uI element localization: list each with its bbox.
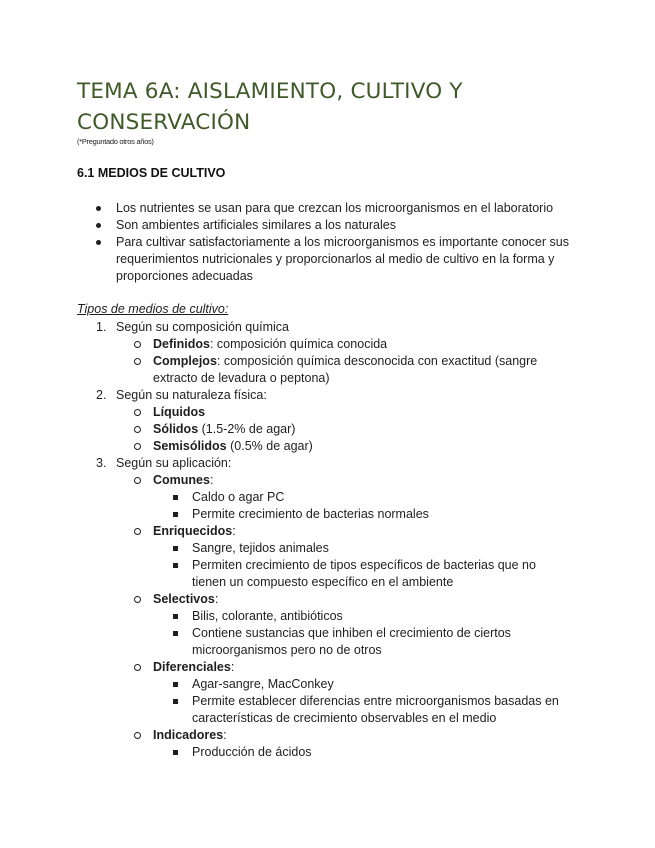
sub-item: [134, 438, 553, 455]
item-number: 1.: [96, 320, 107, 334]
detail-item: [172, 693, 572, 727]
detail-item: [172, 557, 572, 591]
detail-item: [172, 540, 572, 557]
term-description: (1.5-2% de agar): [198, 422, 296, 436]
sub-item: [134, 472, 553, 489]
sub-item: [134, 523, 553, 540]
square-bullet-icon: [173, 682, 178, 687]
list-item: [96, 200, 576, 217]
term: Comunes: [153, 473, 210, 487]
square-bullet-icon: [173, 750, 178, 755]
sub-item: [134, 421, 553, 438]
term: Selectivos: [153, 592, 215, 606]
circle-bullet-icon: [134, 664, 141, 671]
circle-bullet-icon: [134, 477, 141, 484]
term-description: :: [232, 524, 236, 538]
term-description: :: [223, 728, 227, 742]
numbered-item: [96, 387, 576, 404]
numbered-item: [96, 455, 576, 472]
term: Sólidos: [153, 422, 199, 436]
item-label: Según su composición química: [116, 320, 290, 334]
circle-bullet-icon: [134, 732, 141, 739]
bullet-text: Son ambientes artificiales similares a los naturales: [116, 218, 396, 232]
item-number: 2.: [96, 388, 107, 402]
term-description: : composición química conocida: [209, 337, 388, 351]
list-item: [96, 217, 576, 234]
detail-item: [172, 625, 572, 659]
numbered-item: [96, 319, 576, 336]
circle-bullet-icon: [134, 443, 141, 450]
detail-item: [172, 608, 572, 625]
term-description: (0.5% de agar): [226, 439, 313, 453]
types-heading: Tipos de medios de cultivo:: [77, 302, 229, 316]
bullet-icon: [96, 223, 101, 228]
detail-text: Producción de ácidos: [192, 745, 312, 759]
term: Enriquecidos: [153, 524, 233, 538]
detail-text: Permite establecer diferencias entre microorganismos basadas en características de crecimiento observables en el medio: [192, 694, 559, 725]
term: Diferenciales: [153, 660, 231, 674]
detail-text: Contiene sustancias que inhiben el crecimiento de ciertos microorganismos pero no de otros: [192, 626, 511, 657]
term-description: : composición química desconocida con exactitud (sangre extracto de levadura o peptona): [153, 354, 538, 385]
circle-bullet-icon: [134, 528, 141, 535]
detail-item: [172, 676, 572, 693]
term-description: :: [209, 473, 214, 487]
list-item: [96, 234, 576, 285]
detail-text: Caldo o agar PC: [192, 490, 285, 504]
sub-item: [134, 353, 553, 387]
intro-bullet-list: [96, 200, 576, 285]
detail-text: Sangre, tejidos animales: [192, 541, 329, 555]
detail-text: Bilis, colorante, antibióticos: [192, 609, 343, 623]
circle-bullet-icon: [134, 409, 141, 416]
bullet-icon: [96, 206, 101, 211]
detail-text: Agar-sangre, MacConkey: [192, 677, 334, 691]
bullet-icon: [96, 240, 101, 245]
item-label: Según su naturaleza física:: [116, 388, 267, 402]
bullet-text: Los nutrientes se usan para que crezcan los microorganismos en el laboratorio: [116, 201, 554, 215]
circle-bullet-icon: [134, 341, 141, 348]
square-bullet-icon: [173, 495, 178, 500]
term: Indicadores: [153, 728, 224, 742]
media-types-list: [96, 319, 576, 761]
detail-item: [172, 489, 572, 506]
term-description: :: [214, 592, 219, 606]
circle-bullet-icon: [134, 426, 141, 433]
section-heading: 6.1 MEDIOS DE CULTIVO: [77, 166, 226, 180]
term: Semisólidos: [153, 439, 227, 453]
sub-item: [134, 404, 553, 421]
square-bullet-icon: [173, 563, 178, 568]
term-description: :: [230, 660, 235, 674]
circle-bullet-icon: [134, 358, 141, 365]
circle-bullet-icon: [134, 596, 141, 603]
square-bullet-icon: [173, 614, 178, 619]
document-title: TEMA 6A: AISLAMIENTO, CULTIVO Y CONSERVACIÓN: [77, 79, 463, 135]
term: Complejos: [153, 354, 217, 368]
subnote: (*Preguntado otros años): [77, 137, 154, 146]
square-bullet-icon: [173, 512, 178, 517]
item-label: Según su aplicación:: [116, 456, 232, 470]
term: Definidos: [153, 337, 210, 351]
bullet-text: Para cultivar satisfactoriamente a los microorganismos es importante conocer sus requerimientos nutricionales y proporcionarlos al medio de cultivo en la forma y proporciones adecuadas: [116, 235, 569, 283]
item-number: 3.: [96, 456, 107, 470]
sub-item: [134, 659, 553, 676]
detail-text: Permite crecimiento de bacterias normales: [192, 507, 429, 521]
detail-item: [172, 506, 572, 523]
term: Líquidos: [153, 405, 206, 419]
sub-item: [134, 336, 553, 353]
detail-text: Permiten crecimiento de tipos específicos de bacterias que no tienen un compuesto específico en el ambiente: [192, 558, 536, 589]
square-bullet-icon: [173, 546, 178, 551]
sub-item: [134, 727, 553, 744]
square-bullet-icon: [173, 699, 178, 704]
sub-item: [134, 591, 553, 608]
detail-item: [172, 744, 572, 761]
square-bullet-icon: [173, 631, 178, 636]
